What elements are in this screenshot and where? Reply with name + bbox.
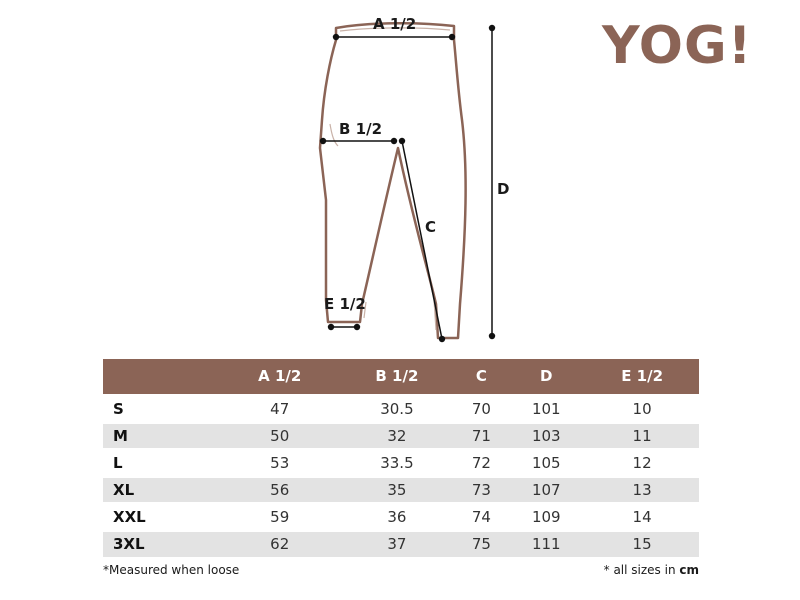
cell-d: 107 [507, 476, 585, 503]
cell-e: 12 [585, 449, 699, 476]
cell-size: M [103, 422, 221, 449]
cell-c: 71 [455, 422, 507, 449]
measure-dot-a-right [449, 34, 455, 40]
size-chart-table [103, 359, 699, 557]
label-d: D [497, 180, 510, 198]
cell-c: 74 [455, 503, 507, 530]
table-row [103, 395, 699, 422]
brand-logo: YOG! [602, 16, 753, 76]
header-size [103, 359, 221, 395]
cell-size: L [103, 449, 221, 476]
cell-e: 13 [585, 476, 699, 503]
cell-d: 105 [507, 449, 585, 476]
header-e: E 1/2 [585, 359, 699, 395]
header-d: D [507, 359, 585, 395]
footnote-measured-loose: *Measured when loose [103, 563, 240, 577]
cell-d: 101 [507, 395, 585, 422]
cell-e: 10 [585, 395, 699, 422]
measure-dot-b-right [391, 138, 397, 144]
measure-dot-b-left [320, 138, 326, 144]
measure-dot-c-top [399, 138, 405, 144]
measure-dot-a-left [333, 34, 339, 40]
header-b: B 1/2 [338, 359, 455, 395]
cell-b: 35 [338, 476, 455, 503]
footnote-units-unit: cm [679, 563, 699, 577]
cell-size: 3XL [103, 530, 221, 557]
cell-c: 72 [455, 449, 507, 476]
table-row [103, 530, 699, 557]
cell-size: XL [103, 476, 221, 503]
cell-size: XXL [103, 503, 221, 530]
label-c: C [425, 218, 437, 236]
cell-a: 59 [221, 503, 338, 530]
pants-outline [320, 23, 466, 338]
table-row [103, 422, 699, 449]
measure-dot-d-top [489, 25, 495, 31]
header-a: A 1/2 [221, 359, 338, 395]
cell-b: 30.5 [338, 395, 455, 422]
cell-e: 14 [585, 503, 699, 530]
footnote-units [604, 563, 699, 577]
label-b: B 1/2 [339, 120, 383, 138]
measure-line-c [402, 141, 442, 339]
cell-c: 73 [455, 476, 507, 503]
cell-d: 109 [507, 503, 585, 530]
cell-b: 32 [338, 422, 455, 449]
cell-b: 33.5 [338, 449, 455, 476]
cell-d: 111 [507, 530, 585, 557]
cell-b: 37 [338, 530, 455, 557]
cell-b: 36 [338, 503, 455, 530]
measure-dot-e-left [328, 324, 334, 330]
cell-c: 70 [455, 395, 507, 422]
table-row [103, 503, 699, 530]
table-row [103, 476, 699, 503]
cell-size: S [103, 395, 221, 422]
cell-a: 56 [221, 476, 338, 503]
cell-e: 11 [585, 422, 699, 449]
label-e: E 1/2 [324, 295, 366, 313]
measure-dot-e-right [354, 324, 360, 330]
measure-dot-d-bottom [489, 333, 495, 339]
cell-a: 47 [221, 395, 338, 422]
cell-a: 50 [221, 422, 338, 449]
header-c: C [455, 359, 507, 395]
footnote-units-prefix: * all sizes in [603, 563, 680, 577]
table-row [103, 449, 699, 476]
cell-a: 62 [221, 530, 338, 557]
cell-e: 15 [585, 530, 699, 557]
table-header-row [103, 359, 699, 395]
cell-c: 75 [455, 530, 507, 557]
cell-a: 53 [221, 449, 338, 476]
measure-dot-c-bottom [439, 336, 445, 342]
cell-d: 103 [507, 422, 585, 449]
label-a: A 1/2 [373, 15, 417, 33]
